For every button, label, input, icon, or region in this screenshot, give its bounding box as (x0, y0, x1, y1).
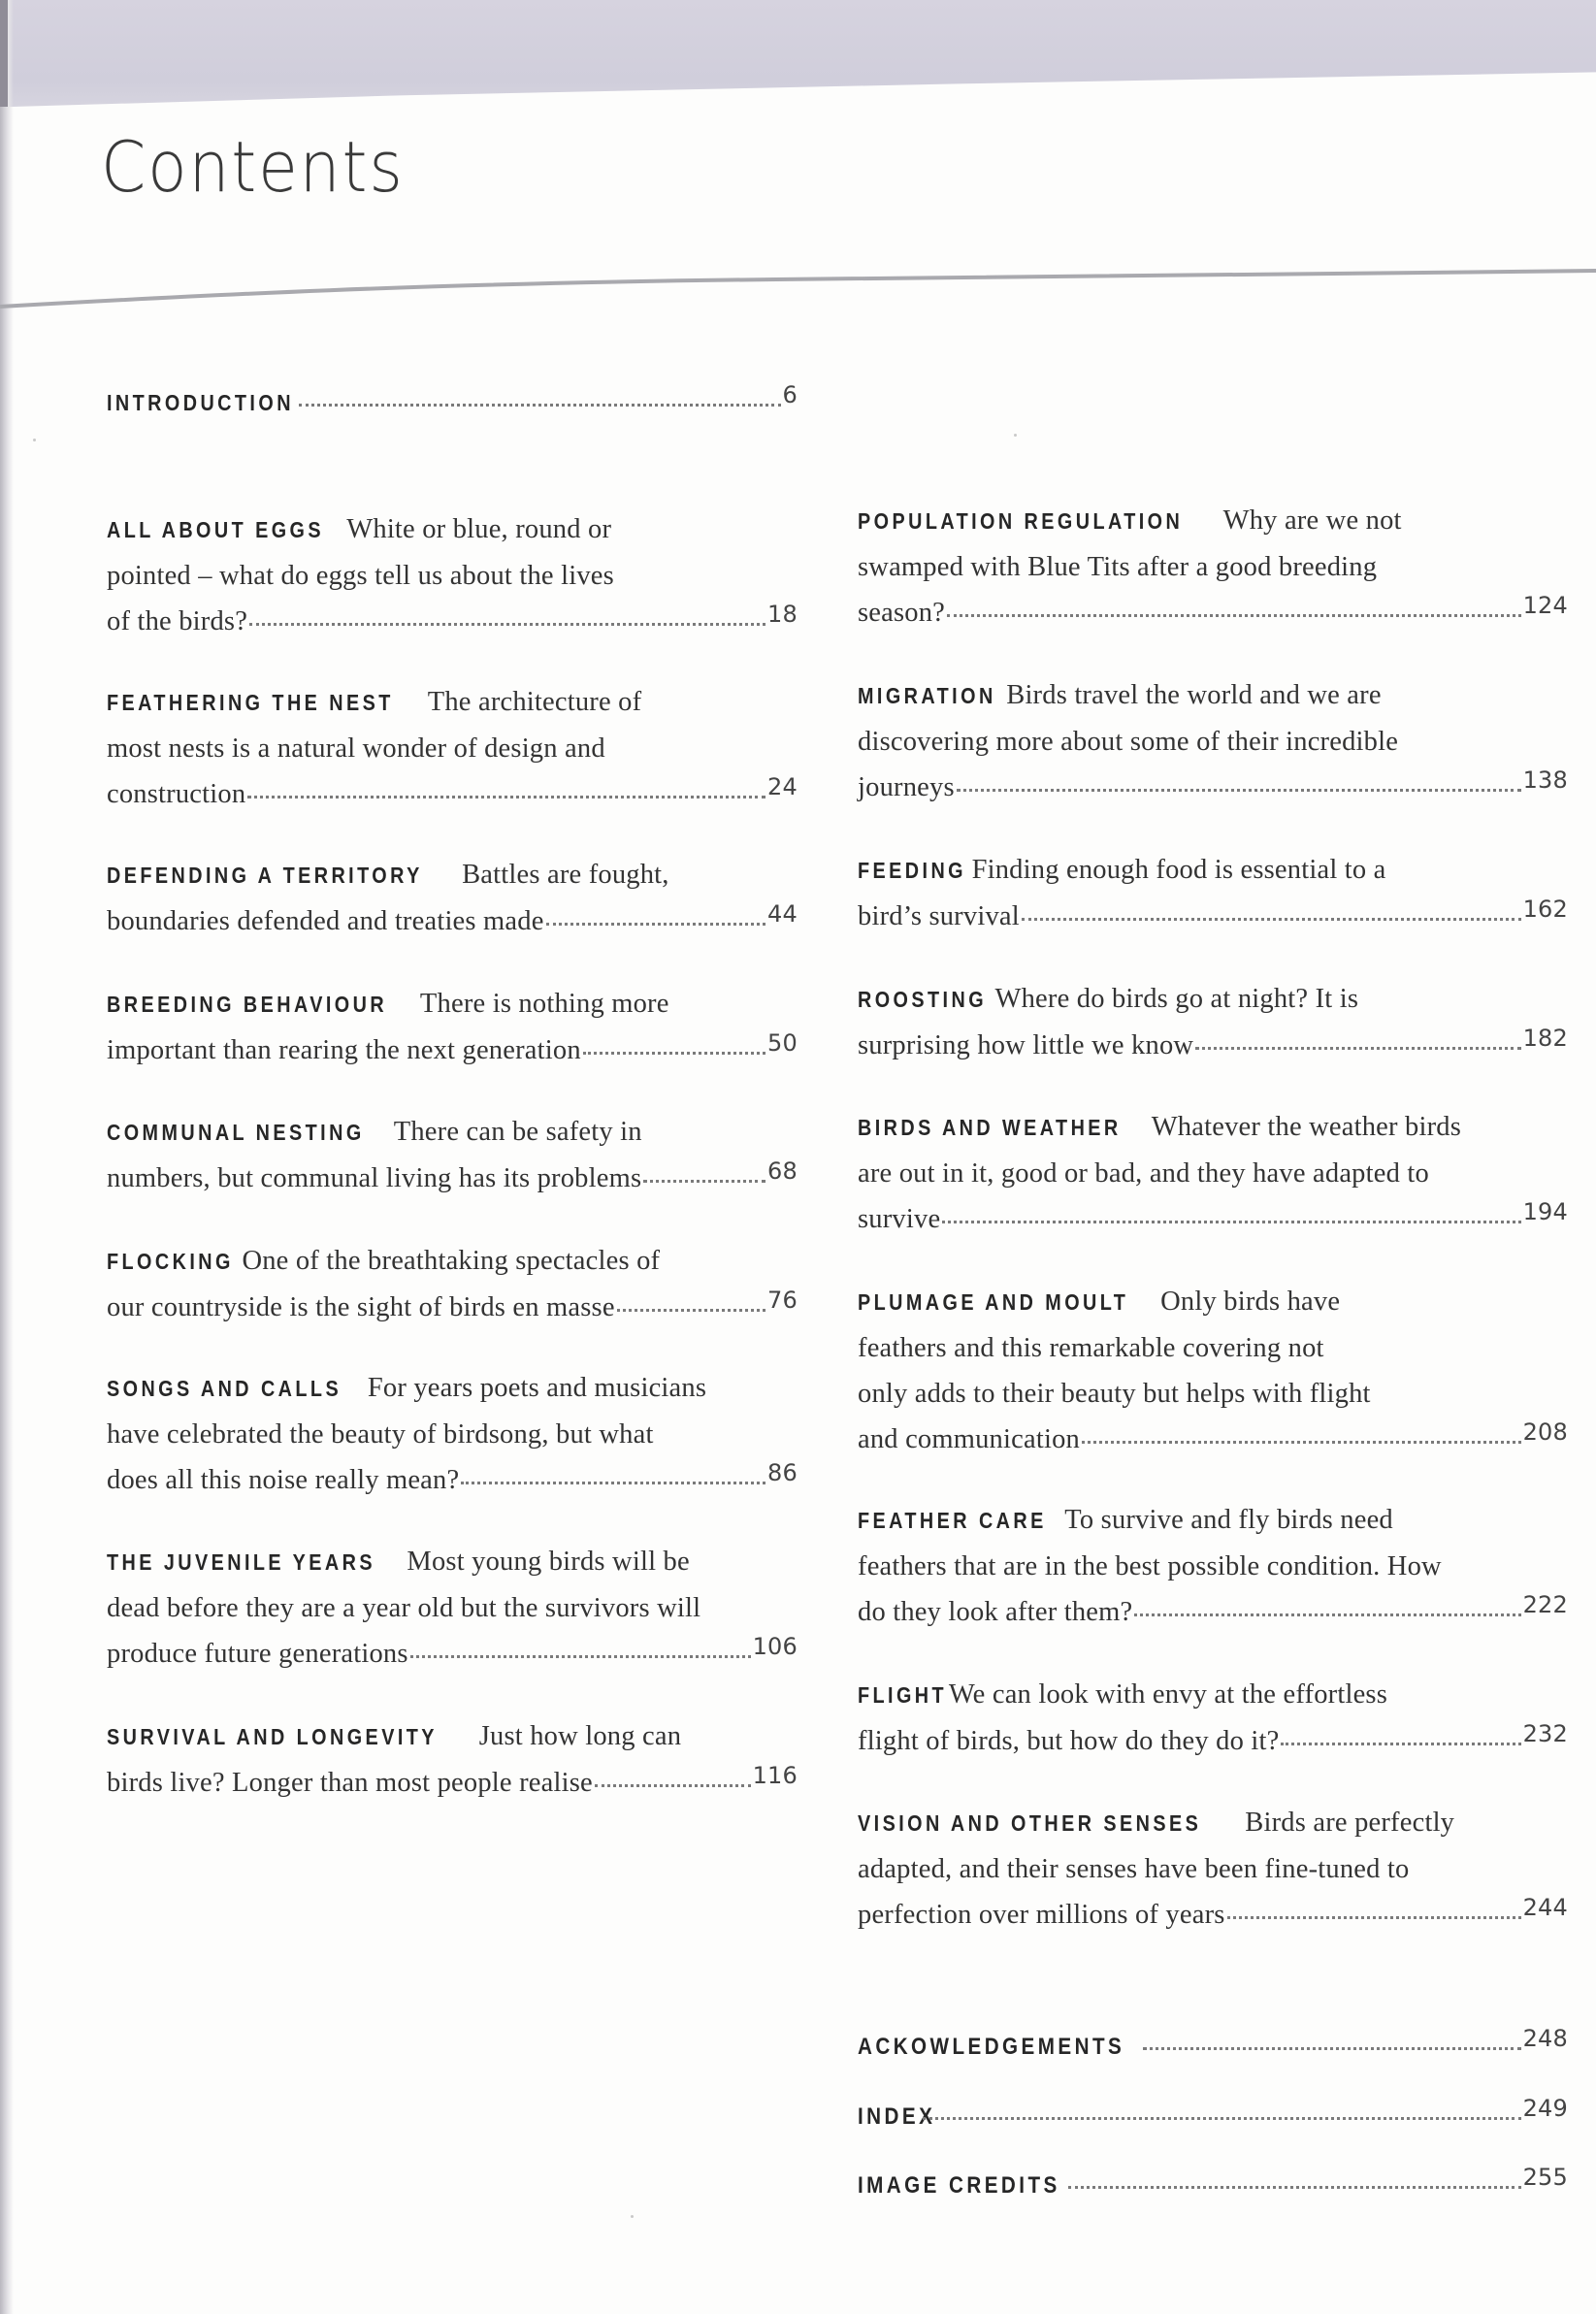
leader-dots (942, 1221, 1520, 1223)
toc-description: To survive and fly birds need (1064, 1505, 1393, 1535)
toc-description: Just how long can (478, 1721, 682, 1751)
toc-entry-feather-care[interactable] (858, 1497, 1568, 1636)
toc-heading: SURVIVAL AND LONGEVITY (107, 1724, 438, 1749)
toc-heading: SONGS AND CALLS (107, 1376, 342, 1401)
toc-entry-communal-nesting[interactable] (107, 1109, 798, 1202)
leader-dots (461, 1482, 765, 1484)
toc-entry-introduction[interactable] (107, 380, 798, 426)
toc-description: swamped with Blue Tits after a good breeding (858, 552, 1378, 582)
page-number: 208 (1522, 1418, 1568, 1446)
toc-entry-flocking[interactable] (107, 1238, 798, 1331)
scan-speck (33, 439, 36, 441)
page-number: 232 (1522, 1720, 1568, 1747)
toc-description: There can be safety in (393, 1117, 642, 1147)
scan-speck (1014, 434, 1017, 437)
page-number: 138 (1522, 766, 1568, 794)
leader-dots (299, 404, 780, 407)
page-number: 244 (1522, 1894, 1568, 1921)
page-number: 222 (1522, 1591, 1568, 1618)
toc-description: Where do birds go at night? It is (994, 984, 1359, 1014)
leader-dots (595, 1784, 751, 1787)
page-number: 249 (1522, 2095, 1568, 2122)
leader-dots (1134, 1613, 1520, 1616)
title-divider-rule (0, 262, 1596, 320)
page-number: 68 (767, 1157, 798, 1185)
leader-dots (617, 1309, 765, 1312)
page-number: 248 (1522, 2025, 1568, 2052)
toc-entry-all-about-eggs[interactable] (107, 506, 798, 645)
toc-description: produce future generations (107, 1639, 408, 1669)
toc-entry-index[interactable] (858, 2094, 1568, 2139)
leader-dots (947, 614, 1521, 617)
toc-entry-breeding-behaviour[interactable] (107, 981, 798, 1074)
toc-description: journeys (858, 772, 955, 802)
toc-description: Why are we not (1222, 505, 1402, 536)
toc-description: survive (858, 1204, 941, 1234)
leader-dots (546, 923, 766, 926)
page-corner-shadow (0, 0, 8, 107)
leader-dots (1068, 2186, 1521, 2189)
toc-heading: COMMUNAL NESTING (107, 1120, 365, 1145)
page-number: 255 (1522, 2164, 1568, 2191)
toc-heading: IMAGE CREDITS (858, 2172, 1060, 2199)
toc-description: our countryside is the sight of birds en masse (107, 1292, 615, 1322)
page-title: Contents (101, 126, 405, 208)
toc-description: construction (107, 779, 246, 809)
toc-heading: INTRODUCTION (107, 390, 294, 415)
toc-heading: ALL ABOUT EGGS (107, 517, 324, 542)
toc-entry-migration[interactable] (858, 672, 1568, 811)
page-number: 76 (767, 1287, 798, 1314)
toc-description: have celebrated the beauty of birdsong, but what (107, 1419, 654, 1450)
toc-heading: VISION AND OTHER SENSES (858, 1810, 1202, 1836)
toc-description: are out in it, good or bad, and they have adapted to (858, 1158, 1429, 1189)
toc-heading: ROOSTING (858, 987, 988, 1012)
toc-description: most nests is a natural wonder of design and (107, 733, 605, 764)
toc-entry-songs-and-calls[interactable] (107, 1365, 798, 1504)
leader-dots (643, 1180, 765, 1183)
toc-entry-defending-a-territory[interactable] (107, 852, 798, 945)
toc-description: White or blue, round or (346, 514, 612, 544)
toc-description: Battles are fought, (462, 860, 669, 890)
toc-description: season? (858, 598, 946, 628)
scan-speck (631, 2215, 634, 2218)
toc-entry-birds-and-weather[interactable] (858, 1104, 1568, 1243)
toc-description: of the birds? (107, 606, 248, 636)
leader-dots (1082, 1441, 1521, 1444)
toc-heading: FEATHERING THE NEST (107, 690, 394, 715)
toc-description: Finding enough food is essential to a (971, 855, 1386, 885)
toc-heading: MIGRATION (858, 683, 996, 708)
toc-entry-roosting[interactable] (858, 976, 1568, 1069)
toc-heading: FEATHER CARE (858, 1508, 1047, 1533)
toc-description: For years poets and musicians (367, 1373, 707, 1403)
toc-description: does all this noise really mean? (107, 1465, 460, 1495)
toc-description: surprising how little we know (858, 1030, 1194, 1060)
page-number: 50 (767, 1029, 798, 1057)
toc-description: only adds to their beauty but helps with flight (858, 1379, 1371, 1409)
leader-dots (1227, 1916, 1521, 1919)
page-number: 116 (752, 1762, 798, 1789)
toc-entry-feathering-the-nest[interactable] (107, 679, 798, 818)
toc-description: pointed – what do eggs tell us about the lives (107, 561, 614, 591)
page-top-shadow-band (0, 0, 1596, 116)
toc-entry-survival-and-longevity[interactable] (107, 1713, 798, 1807)
toc-description: The architecture of (427, 687, 642, 717)
leader-dots (1143, 2047, 1521, 2050)
leader-dots (583, 1052, 765, 1055)
toc-description: boundaries defended and treaties made (107, 906, 544, 936)
toc-description: There is nothing more (419, 989, 669, 1019)
toc-entry-vision-and-other-senses[interactable] (858, 1800, 1568, 1939)
page-number: 106 (752, 1633, 798, 1660)
toc-heading: FEEDING (858, 858, 967, 883)
toc-heading: PLUMAGE AND MOULT (858, 1289, 1129, 1315)
toc-heading: DEFENDING A TERRITORY (107, 863, 423, 888)
toc-description: Birds travel the world and we are (1006, 680, 1382, 710)
toc-heading: THE JUVENILE YEARS (107, 1549, 376, 1575)
toc-description: Whatever the weather birds (1151, 1112, 1462, 1142)
page-number: 182 (1522, 1025, 1568, 1052)
toc-entry-population-regulation[interactable] (858, 498, 1568, 636)
leader-dots (1281, 1743, 1520, 1745)
leader-dots (247, 796, 765, 798)
toc-heading: FLOCKING (107, 1249, 234, 1274)
page-number: 24 (767, 773, 798, 800)
toc-description: Most young birds will be (407, 1547, 690, 1577)
toc-description: and communication (858, 1424, 1080, 1454)
toc-description: discovering more about some of their incredible (858, 727, 1399, 757)
leader-dots (249, 623, 765, 626)
toc-description: bird’s survival (858, 901, 1020, 931)
toc-description: We can look with envy at the effortless (948, 1679, 1387, 1710)
toc-description: do they look after them? (858, 1597, 1133, 1627)
page-number: 18 (767, 601, 798, 628)
toc-description: feathers and this remarkable covering not (858, 1333, 1324, 1363)
toc-heading: BIRDS AND WEATHER (858, 1115, 1122, 1140)
toc-description: numbers, but communal living has its problems (107, 1163, 642, 1193)
toc-entry-the-juvenile-years[interactable] (107, 1539, 798, 1678)
toc-entry-feeding[interactable] (858, 847, 1568, 940)
leader-dots (1022, 918, 1521, 921)
leader-dots (410, 1655, 751, 1658)
toc-description: Only birds have (1160, 1287, 1341, 1317)
toc-description: birds live? Longer than most people realise (107, 1768, 593, 1798)
page-number: 6 (782, 381, 798, 408)
toc-entry-image-credits[interactable] (858, 2163, 1568, 2208)
toc-description: adapted, and their senses have been fine-tuned to (858, 1854, 1410, 1884)
toc-entry-acknowledgements[interactable] (858, 2024, 1568, 2070)
page-number: 124 (1522, 592, 1568, 619)
leader-dots (923, 2117, 1520, 2120)
toc-description: One of the breathtaking spectacles of (242, 1246, 661, 1276)
toc-heading: ACKOWLEDGEMENTS (858, 2034, 1125, 2060)
page-number: 86 (767, 1459, 798, 1486)
toc-heading: BREEDING BEHAVIOUR (107, 992, 388, 1017)
toc-description: feathers that are in the best possible condition. How (858, 1551, 1442, 1581)
toc-heading: FLIGHT (858, 1682, 948, 1708)
page-number: 194 (1522, 1198, 1568, 1225)
toc-description: Birds are perfectly (1245, 1808, 1455, 1838)
toc-heading: INDEX (858, 2103, 936, 2130)
toc-description: dead before they are a year old but the survivors will (107, 1593, 701, 1623)
toc-description: important than rearing the next generation (107, 1035, 581, 1065)
leader-dots (957, 789, 1521, 792)
page-number: 162 (1522, 896, 1568, 923)
toc-heading: POPULATION REGULATION (858, 508, 1184, 534)
leader-dots (1195, 1047, 1520, 1050)
page-number: 44 (767, 900, 798, 928)
toc-description: flight of birds, but how do they do it? (858, 1726, 1280, 1756)
toc-entry-flight[interactable] (858, 1672, 1568, 1765)
toc-description: perfection over millions of years (858, 1900, 1225, 1930)
toc-entry-plumage-and-moult[interactable] (858, 1279, 1568, 1463)
page-binding-shadow (0, 0, 14, 2314)
